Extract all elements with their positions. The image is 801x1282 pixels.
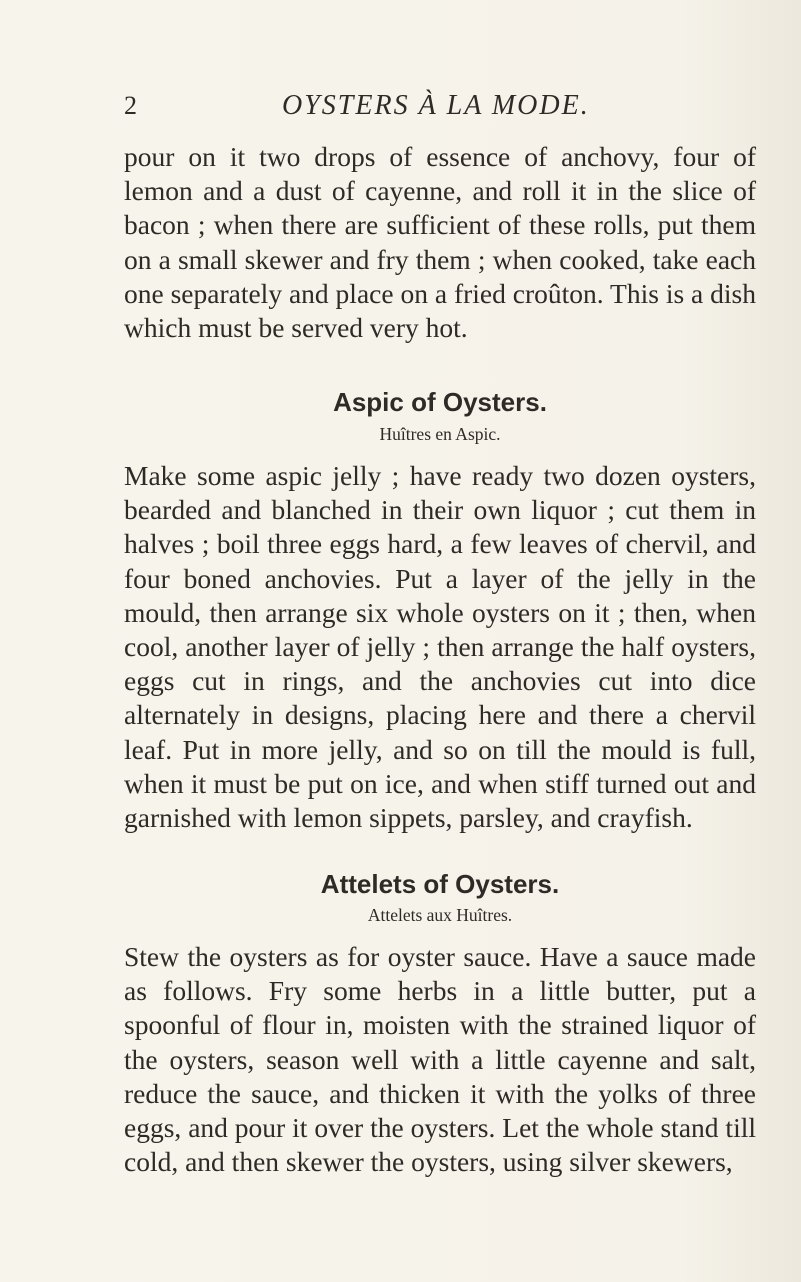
section-body-aspic: Make some aspic jelly ; have ready two dozen oysters, bearded and blanched in their own liquor ; cut them in halves ; boil three eggs hard, a few leaves of chervil, and four boned anchovies. Put a layer of the jelly in the mould, then arrange six whole oysters on it ; then, when cool, another layer of jelly ; then arrange the half oysters, eggs cut in rings, and the anchovies cut into dice alternately in designs, placing here and there a chervil leaf. Put in more jelly, and so on till the mould is full, when it must be put on ice, and when stiff turned out and garnished with lemon sippets, parsley, and crayfish. [124,460,756,834]
section-subheading-attelets: Attelets aux Huîtres. [367,905,513,925]
section-heading-attelets: Attelets of Oysters. [320,869,560,899]
section-heading-aspic: Aspic of Oysters. [333,387,547,417]
running-head [124,90,744,126]
page-number: 2 [124,91,137,120]
section-subheading-aspic: Huîtres en Aspic. [379,424,501,444]
section-body-attelets: Stew the oysters as for oyster sauce. Have a sauce made as follows. Fry some herbs in a little butter, put a spoonful of flour in, moisten with the strained liquor of the oysters, season well with a little cayenne and salt, reduce the sauce, and thicken it with the yolks of three eggs, and pour it over the oysters. Let the whole stand till cold, and then skewer the oysters, using silver skewers, [124,941,756,1178]
intro-paragraph: pour on it two drops of essence of anchovy, four of lemon and a dust of cayenne, and roll it in the slice of bacon ; when there are sufficient of these rolls, put them on a small skewer and fry them ; when cooked, take each one separately and place on a fried croûton. This is a dish which must be served very hot. [124,141,756,344]
running-head-title: OYSTERS À LA MODE. [282,90,590,121]
